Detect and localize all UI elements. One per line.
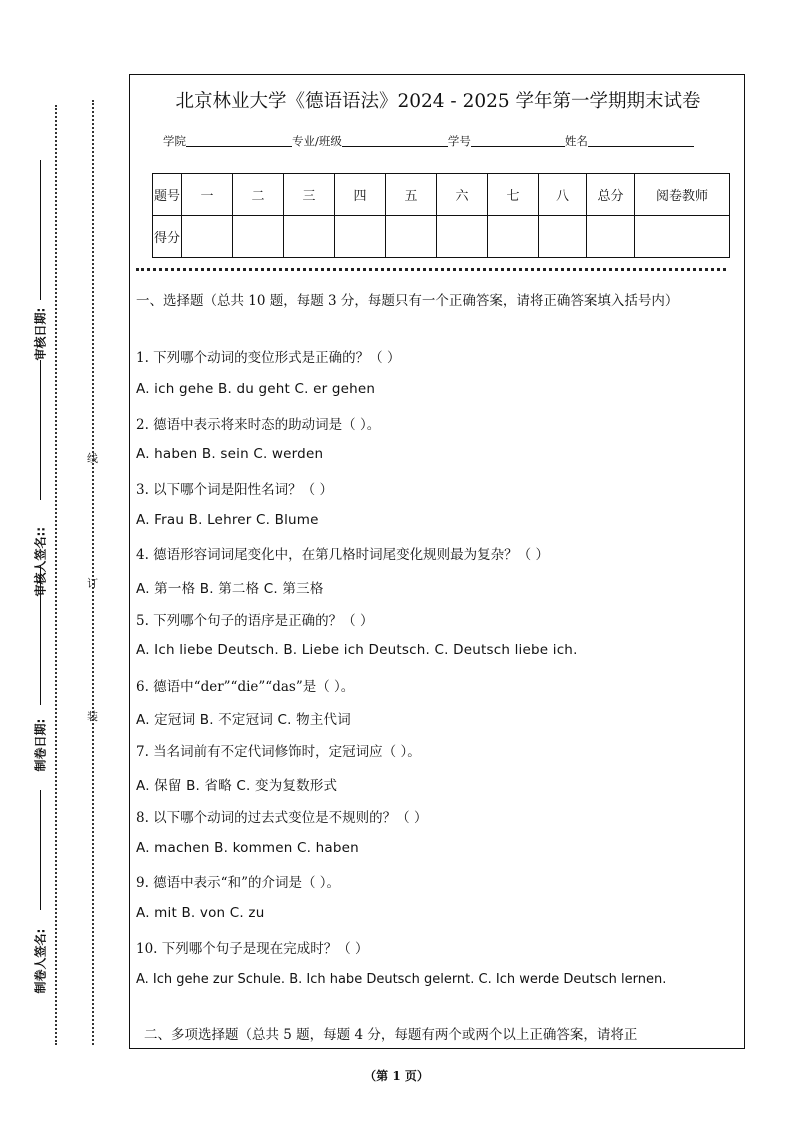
college-label: 学院 bbox=[163, 134, 186, 148]
reviewer-sign-label: 审核人签名:: bbox=[33, 526, 48, 597]
question-5: 5. 下列哪个句子的语序是正确的？（ ） bbox=[136, 613, 374, 629]
col-2: 二 bbox=[233, 174, 284, 216]
question-10: 10. 下列哪个句子是现在完成时？（ ） bbox=[136, 941, 369, 957]
col-4: 四 bbox=[335, 174, 386, 216]
score-cell-grader[interactable] bbox=[635, 216, 730, 258]
score-table bbox=[152, 173, 730, 258]
maker-date-label: 制卷日期: bbox=[33, 718, 48, 772]
options-6: A. 定冠词 B. 不定冠词 C. 物主代词 bbox=[136, 712, 351, 728]
question-6: 6. 德语中“der”“die”“das”是（ ）。 bbox=[136, 679, 355, 695]
dotted-separator bbox=[136, 268, 726, 271]
major-label: 专业/班级 bbox=[292, 134, 342, 148]
binding-char-ding: 订 bbox=[87, 577, 98, 590]
score-cell-total[interactable] bbox=[587, 216, 635, 258]
name-field[interactable] bbox=[588, 133, 694, 147]
score-cell[interactable] bbox=[539, 216, 587, 258]
student-id-label: 学号 bbox=[447, 134, 471, 148]
score-cell[interactable] bbox=[284, 216, 335, 258]
reviewer-date-line bbox=[40, 160, 41, 300]
major-field[interactable] bbox=[342, 133, 448, 147]
score-cell[interactable] bbox=[386, 216, 437, 258]
score-cell[interactable] bbox=[233, 216, 284, 258]
score-cell[interactable] bbox=[182, 216, 233, 258]
binding-char-zhuang: 装 bbox=[87, 710, 98, 723]
score-cell[interactable] bbox=[437, 216, 488, 258]
col-5: 五 bbox=[386, 174, 437, 216]
col-1: 一 bbox=[182, 174, 233, 216]
exam-frame bbox=[129, 74, 745, 1049]
section2-heading: 二、多项选择题（总共 5 题，每题 4 分，每题有两个或两个以上正确答案，请将正 bbox=[144, 1027, 638, 1043]
options-5: A. Ich liebe Deutsch. B. Liebe ich Deutsch. C. Deutsch liebe ich. bbox=[136, 642, 578, 658]
score-cell[interactable] bbox=[335, 216, 386, 258]
page-footer: （第 1 页） bbox=[364, 1069, 429, 1083]
exam-title: 北京林业大学《德语语法》2024 - 2025 学年第一学期期末试卷 bbox=[175, 91, 701, 112]
options-10: A. Ich gehe zur Schule. B. Ich habe Deutsch gelernt. C. Ich werde Deutsch lernen. bbox=[136, 972, 667, 987]
options-2: A. haben B. sein C. werden bbox=[136, 446, 324, 462]
question-3: 3. 以下哪个词是阳性名词？（ ） bbox=[136, 482, 333, 498]
question-1: 1. 下列哪个动词的变位形式是正确的？（ ） bbox=[136, 350, 401, 366]
college-field[interactable] bbox=[186, 133, 292, 147]
question-7: 7. 当名词前有不定代词修饰时，定冠词应（ ）。 bbox=[136, 744, 421, 760]
question-4: 4. 德语形容词词尾变化中，在第几格时词尾变化规则最为复杂？（ ） bbox=[136, 547, 549, 563]
question-9: 9. 德语中表示“和”的介词是（ ）。 bbox=[136, 875, 341, 891]
maker-date-line bbox=[40, 565, 41, 705]
col-6: 六 bbox=[437, 174, 488, 216]
question-8: 8. 以下哪个动词的过去式变位是不规则的？（ ） bbox=[136, 810, 428, 826]
student-info-row bbox=[163, 133, 694, 149]
col-grader: 阅卷教师 bbox=[635, 174, 730, 216]
binding-dotted-line-outer bbox=[55, 105, 57, 1045]
name-label: 姓名 bbox=[564, 134, 588, 148]
question-2: 2. 德语中表示将来时态的助动词是（ ）。 bbox=[136, 417, 381, 433]
maker-sign-label: 制卷人签名: bbox=[33, 928, 48, 994]
binding-char-xian: 线 bbox=[87, 452, 98, 465]
col-3: 三 bbox=[284, 174, 335, 216]
student-id-field[interactable] bbox=[471, 133, 565, 147]
options-3: A. Frau B. Lehrer C. Blume bbox=[136, 512, 319, 528]
col-8: 八 bbox=[539, 174, 587, 216]
options-4: A. 第一格 B. 第二格 C. 第三格 bbox=[136, 581, 324, 597]
options-9: A. mit B. von C. zu bbox=[136, 905, 265, 921]
options-8: A. machen B. kommen C. haben bbox=[136, 840, 359, 856]
options-1: A. ich gehe B. du geht C. er gehen bbox=[136, 381, 376, 397]
score-cell[interactable] bbox=[488, 216, 539, 258]
col-total: 总分 bbox=[587, 174, 635, 216]
col-7: 七 bbox=[488, 174, 539, 216]
options-7: A. 保留 B. 省略 C. 变为复数形式 bbox=[136, 778, 338, 794]
row-label-score: 得分 bbox=[153, 216, 182, 258]
maker-sign-line bbox=[40, 790, 41, 910]
reviewer-date-label: 审核日期: bbox=[33, 307, 48, 361]
binding-dotted-line-inner bbox=[92, 100, 94, 1045]
reviewer-sign-line bbox=[40, 360, 41, 500]
section1-heading: 一、选择题（总共 10 题，每题 3 分，每题只有一个正确答案，请将正确答案填入括号内） bbox=[136, 293, 679, 309]
row-label-question-no: 题号 bbox=[153, 174, 182, 216]
